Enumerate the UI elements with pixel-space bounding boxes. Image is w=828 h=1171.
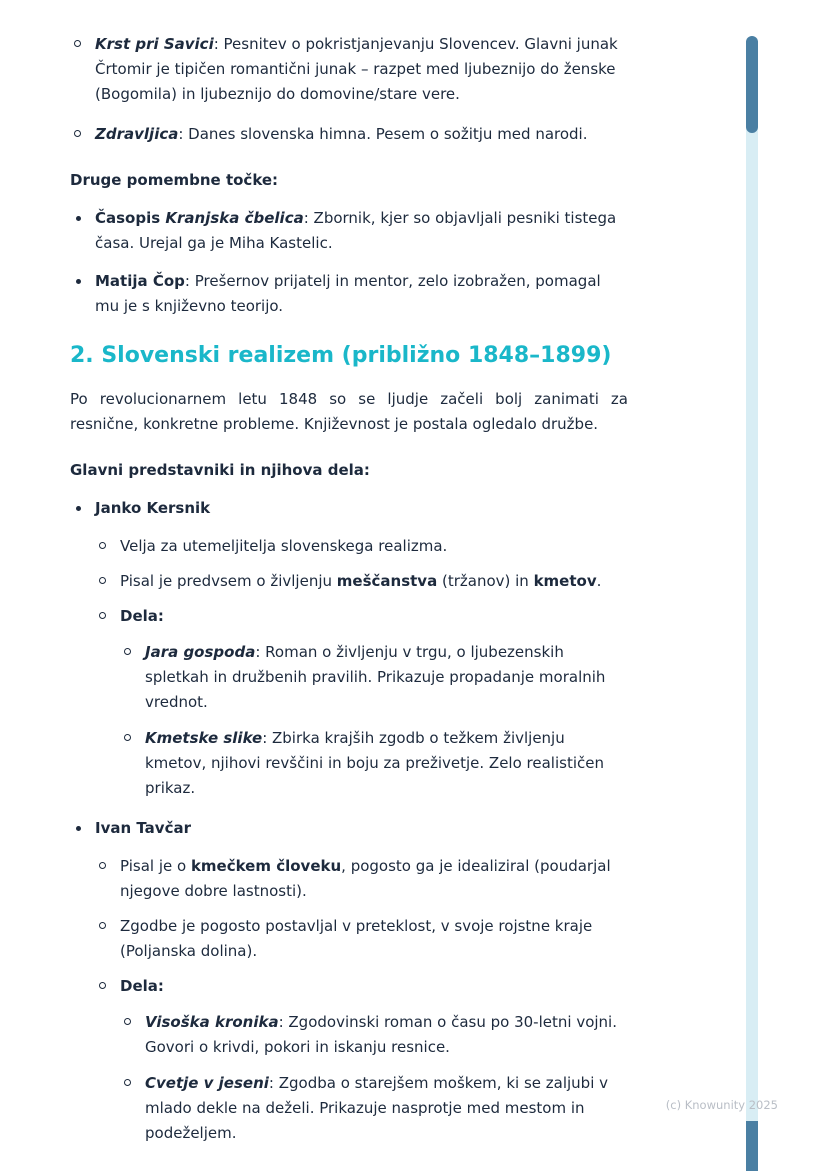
point-text: (tržanov) in — [437, 572, 534, 590]
section-heading-realizem: 2. Slovenski realizem (približno 1848–1899) — [70, 343, 612, 368]
representatives-heading: Glavni predstavniki in njihova dela: — [70, 461, 370, 479]
author-name: Ivan Tavčar — [95, 819, 191, 837]
works-label: Dela: — [120, 977, 164, 995]
point-text: , pogosto ga je idealiziral (poudarjal njegove dobre lastnosti). — [120, 857, 611, 900]
document-content — [70, 32, 628, 1146]
publication-title: Kranjska čbelica — [165, 209, 304, 227]
list-item-krst-pri-savici — [70, 32, 628, 107]
author-works-list — [120, 640, 628, 801]
author-points-list — [95, 854, 628, 1146]
point-emphasis: kmečkem človeku — [190, 857, 342, 875]
point-emphasis: kmetov — [533, 572, 597, 590]
page-edge-strip — [746, 36, 758, 1171]
work-item-kmetske-slike — [120, 726, 628, 801]
work-item-visoska-kronika — [120, 1010, 628, 1060]
item-text: : Zbornik, kjer so objavljali pesniki tistega časa. Urejal ga je Miha Kastelic. — [95, 209, 617, 252]
work-item-jara-gospoda — [120, 640, 628, 715]
work-title: Visoška kronika — [145, 1013, 279, 1031]
work-description: : Zgodovinski roman o času po 30-letni vojni. Govori o krivdi, pokori in iskanju resnice. — [145, 1013, 617, 1056]
strip-top-segment — [746, 36, 758, 133]
list-item-casopis — [70, 206, 628, 256]
item-text: : Prešernov prijatelj in mentor, zelo izobražen, pomagal mu je s književno teorijo. — [95, 272, 601, 315]
work-title: Krst pri Savici — [95, 35, 214, 53]
item-bold-text: Matija Čop — [95, 272, 185, 290]
work-title: Kmetske slike — [145, 729, 263, 747]
copyright-footer: (c) Knowunity 2025 — [665, 1098, 778, 1112]
author-point — [95, 534, 628, 559]
list-item-matija-cop — [70, 269, 628, 319]
author-point — [95, 914, 628, 964]
authors-list — [70, 496, 628, 1146]
work-title: Jara gospoda — [145, 643, 256, 661]
point-text: Pisal je o — [120, 857, 191, 875]
point-text: Pisal je predvsem o življenju — [120, 572, 337, 590]
point-text: Zgodbe je pogosto postavljal v preteklost, v svoje rojstne kraje (Poljanska dolina). — [120, 917, 593, 960]
author-item-ivan-tavcar — [70, 816, 628, 1146]
author-item-janko-kersnik — [70, 496, 628, 801]
work-description: : Zgodba o starejšem moškem, ki se zaljubi v mlado dekle na deželi. Prikazuje nasprotje med mestom in podeželjem. — [145, 1074, 609, 1142]
work-item-cvetje-v-jeseni — [120, 1071, 628, 1146]
author-point — [95, 569, 628, 594]
other-points-list — [70, 206, 628, 319]
preseren-works-list — [70, 32, 628, 147]
point-text: Velja za utemeljitelja slovenskega realizma. — [120, 537, 448, 555]
work-title: Zdravljica — [95, 125, 179, 143]
point-emphasis: meščanstva — [336, 572, 438, 590]
other-points-heading: Druge pomembne točke: — [70, 171, 279, 189]
author-name: Janko Kersnik — [95, 499, 211, 517]
works-label: Dela: — [120, 607, 164, 625]
author-works-list — [120, 1010, 628, 1146]
author-works-section — [95, 604, 628, 801]
author-point — [95, 854, 628, 904]
work-description: : Pesnitev o pokristjanjevanju Slovencev. Glavni junak Črtomir je tipičen romantični junak – razpet med ljubeznijo do ženske (Bogomila) in ljubeznijo do domovine/stare vere. — [95, 35, 618, 103]
author-works-section — [95, 974, 628, 1146]
realism-intro-paragraph: Po revolucionarnem letu 1848 so se ljudje začeli bolj zanimati za resnične, konkretne probleme. Književnost je postala ogledalo družbe. — [70, 390, 628, 433]
list-item-zdravljica — [70, 122, 628, 147]
work-description: : Zbirka krajših zgodb o težkem življenju kmetov, njihovi revščini in boju za preživetje. Zelo realističen prikaz. — [145, 729, 604, 797]
work-title: Cvetje v jeseni — [145, 1074, 269, 1092]
item-bold-text: Časopis — [95, 209, 166, 227]
strip-bottom-segment — [746, 1121, 758, 1171]
author-points-list — [95, 534, 628, 801]
work-description: : Roman o življenju v trgu, o ljubezenskih spletkah in družbenih pravilih. Prikazuje propadanje moralnih vrednot. — [145, 643, 606, 711]
work-description: : Danes slovenska himna. Pesem o sožitju med narodi. — [178, 125, 588, 143]
point-text: . — [596, 572, 602, 590]
